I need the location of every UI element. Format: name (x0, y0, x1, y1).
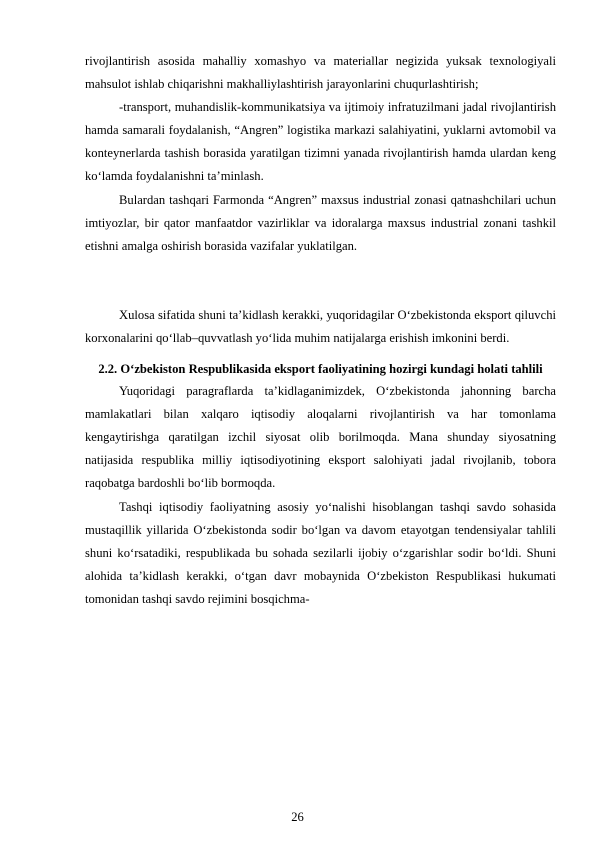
paragraph-localization-deepening: rivojlantirish asosida mahalliy xomashyo va materiallar negizida yuksak texnologiyali mahsulot ishlab chiqarishni makhalliylashtirish jarayonlarini chuqurlashtirish; (85, 54, 556, 92)
paragraph-conclusion: Xulosa sifatida shuni ta’kidlash kerakki, yuqoridagilar O‘zbekistonda eksport qiluvchi korxonalarini qo‘llab–quvvatlash yo‘lida muhim natijalarga erishish imkonini berdi. (85, 307, 556, 345)
paragraph-foreign-trade-analysis: Tashqi iqtisodiy faoliyatning asosiy yo‘nalishi hisoblangan tashqi savdo sohasida mustaqillik yillarida O‘zbekistonda sodir bo‘lgan va davom etayotgan tendensiyalar tahlili shuni ko‘rsatadiki, respublikada bu sohada sezilarli ijobiy o‘zgarishlar sodir bo‘ldi. Shuni alohida ta’kidlash kerakki, o‘tgan davr mobaynida O‘zbekiston Respublikasi hukumati tomonidan tashqi savdo rejimini bosqichma- (85, 499, 556, 606)
document-page (85, 50, 556, 611)
section-heading: 2.2. O‘zbekiston Respublikasida eksport faoliyatining hozirgi kundagi holati tahlili (98, 362, 543, 377)
blank-space (85, 258, 556, 304)
paragraph-transport-infrastructure: -transport, muhandislik-kommunikatsiya va ijtimoiy infratuzilmani jadal rivojlantirish hamda samarali foydalanish, “Angren” logistika markazi salahiyatini, yuklarni avtomobil va konteynerlarda tashish borasida yaratilgan tizimni yanada rivojlantirish hamda ulardan keng ko‘lamda foydalanishni ta’minlash. (85, 100, 556, 184)
paragraph-foreign-economic-policy: Yuqoridagi paragraflarda ta’kidlaganimizdek, O‘zbekistonda jahonning barcha mamlakatlari bilan xalqaro iqtisodiy aloqalarni rivojlantirish va har tomonlama kengaytirishga qaratilgan izchil siyosat olib borilmoqda. Mana shunday siyosatning natijasida respublika milliy iqtisodiyotining eksport salohiyati jadal rivojlanib, tobora raqobatga bardoshli bo‘lib bormoqda. (85, 384, 556, 491)
paragraph-angren-industrial-zone: Bulardan tashqari Farmonda “Angren” maxsus industrial zonasi qatnashchilari uchun imtiyozlar, bir qator manfaatdor vazirliklar va idoralarga maxsus industrial zonani tashkil etishni amalga oshirish borasida vazifalar yuklatilgan. (85, 192, 556, 253)
page-number: 26 (291, 810, 304, 824)
